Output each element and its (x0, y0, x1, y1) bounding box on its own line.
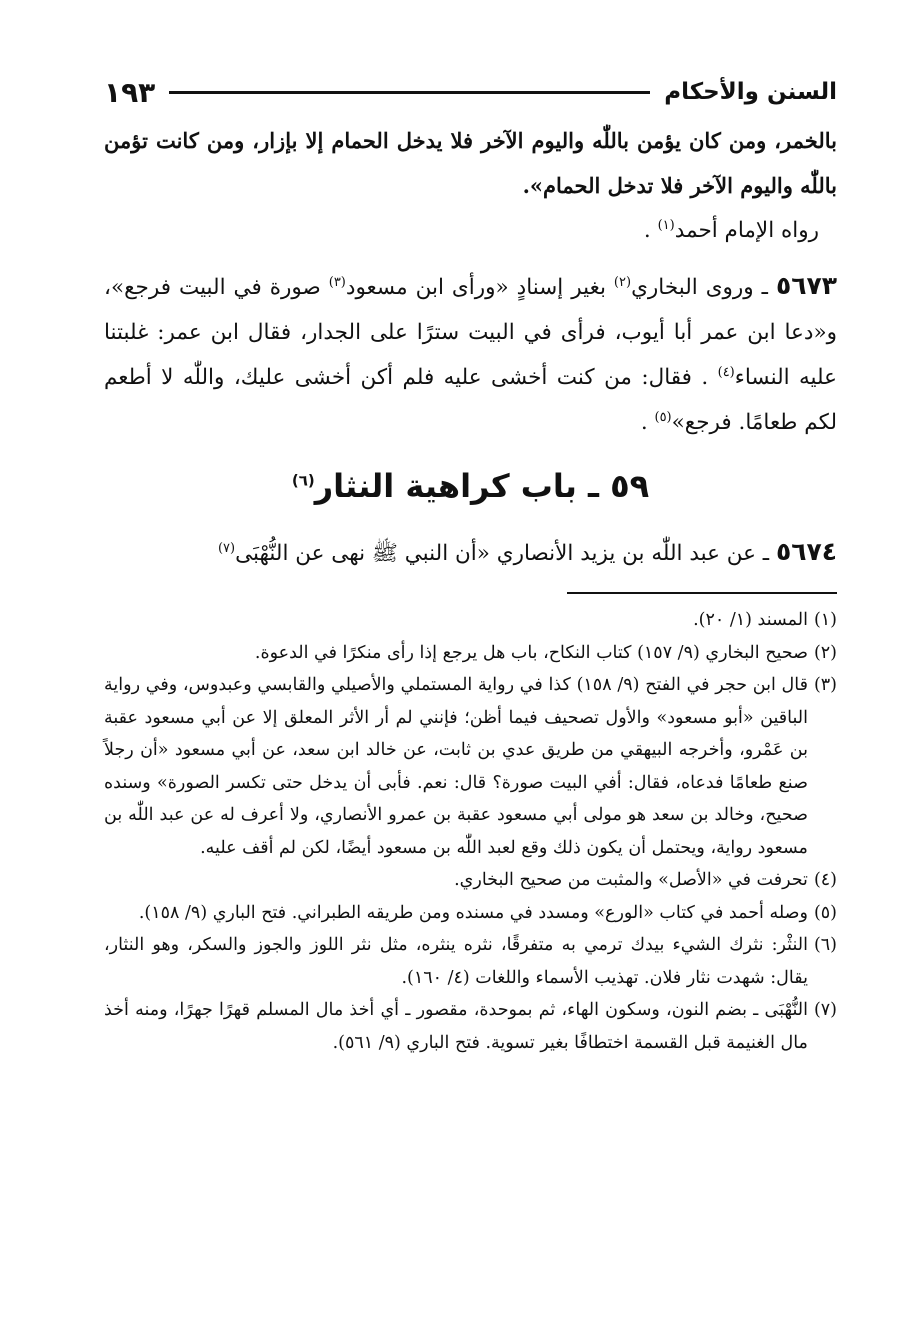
footnote (104, 637, 837, 670)
footnote-ref-1: (١) (657, 217, 675, 233)
footnote-ref-2: (٢) (613, 274, 632, 290)
footnote-text: النثْر: نثرك الشيء بيدك ترمي به متفرقًا، نثره ينثره، مثل نثر اللوز والجوز والسكر، وهو النثار، يقال: شهدت نثار فلان. تهذيب الأسماء واللغات (٤/ ١٦٠). (104, 935, 808, 988)
footnote-text: النُّهْبَى ـ بضم النون، وسكون الهاء، ثم بموحدة، مقصور ـ أي أخذ مال المسلم قهرًا جهرًا، ومنه أخذ مال الغنيمة قبل القسمة اختطافًا بغير تسوية. فتح الباري (٩/ ٥٦١). (104, 1000, 808, 1053)
hadith-5674 (104, 529, 837, 576)
narration-end: . (643, 218, 658, 243)
footnote-text: تحرفت في «الأصل» والمثبت من صحيح البخاري. (454, 870, 808, 890)
footnote-number: (٦) (813, 935, 837, 955)
footnote-ref-3: (٣) (328, 274, 346, 290)
footnote-number: (٤) (813, 870, 837, 890)
spacer (104, 253, 837, 263)
running-title: السنن والأحكام (664, 79, 837, 105)
hadith-text: بغير إسنادٍ «ورأى ابن مسعود (345, 275, 614, 300)
hadith-text: ـ عن عبد اللّٰه بن يزيد الأنصاري «أن النبي ﷺ نهى عن النُّهْبَى (235, 541, 776, 566)
page-header (104, 72, 837, 112)
narration-text: رواه الإمام أحمد (674, 218, 819, 243)
footnote-number: (٢) (813, 642, 837, 663)
header-rule (169, 91, 650, 94)
footnote (104, 929, 837, 994)
main-text (104, 118, 837, 576)
footnote-text: المسند (١/ ٢٠). (693, 610, 808, 630)
footnote-text: وصله أحمد في كتاب «الورع» ومسدد في مسنده ومن طريقه الطبراني. فتح الباري (٩/ ١٥٨). (138, 902, 808, 923)
hadith-number: ٥٦٧٣ (775, 271, 837, 300)
hadith-text: ـ وروى البخاري (631, 275, 776, 300)
footnote (104, 994, 837, 1059)
footnote-ref-6: (٦) (291, 471, 315, 490)
footnote-ref-4: (٤) (717, 364, 735, 380)
footnote (104, 604, 837, 637)
chapter-title: ٥٩ ـ باب كراهية النثار (314, 467, 650, 505)
footnote-separator (567, 592, 837, 594)
footnote-ref-5: (٥) (654, 409, 672, 425)
hadith-number: ٥٦٧٤ (775, 537, 837, 566)
footnote (104, 669, 837, 864)
footnote-text: صحيح البخاري (٩/ ١٥٧) كتاب النكاح، باب هل يرجع إذا رأى منكرًا في الدعوة. (254, 642, 808, 663)
hadith-continuation: بالخمر، ومن كان يؤمن باللّٰه واليوم الآخر فلا يدخل الحمام إلا بإزار، ومن كانت تؤمن باللّٰه واليوم الآخر فلا تدخل الحمام». (104, 128, 837, 198)
footnote (104, 897, 837, 930)
footnote-number: (٧) (813, 1000, 837, 1020)
footnote-text: قال ابن حجر في الفتح (٩/ ١٥٨) كذا في رواية المستملي والأصيلي والقابسي وعبدوس، وفي رواية الباقين «أبو مسعود» والأول تصحيف فيما أظن؛ فإنني لم أر الأثر المعلق إلا عن أبي مسعود عقبة بن عَمْرو، وأخرجه البيهقي من طريق عدي بن ثابت، عن خالد ابن سعد، عن أبي مسعود «أن رجلاً صنع طعامًا فدعاه، فقال: أفي البيت صورة؟ قال: نعم. فأبى أن يدخل حتى تكسر الصورة» وسنده صحيح، وخالد بن سعد هو مولى أبي مسعود عقبة بن عمرو الأنصاري، ولا أعرف له عن عبد اللّٰه بن مسعود رواية، ويحتمل أن يكون ذلك وقع لعبد اللّٰه بن مسعود أيضًا، لكن لم أقف عليه. (104, 675, 808, 858)
chapter-heading (104, 467, 837, 505)
footnote-ref-7: (٧) (217, 540, 236, 556)
hadith-5673 (104, 263, 837, 445)
hadith-text: . (640, 410, 655, 435)
hadith-text: صورة في البيت فرجع»، و«دعا ابن عمر أبا أيوب، فرأى في البيت سترًا على الجدار، فقال ابن عمر: غلبتنا عليه النساء (104, 275, 837, 390)
footnote (104, 864, 837, 897)
footnote-number: (٣) (813, 675, 837, 695)
footnote-number: (٥) (813, 902, 837, 923)
hadith-text: . فقال: من كنت أخشى عليه فلم أكن أخشى عليك، واللّٰه لا أطعم لكم طعامًا. فرجع» (104, 365, 837, 435)
footnote-number: (١) (813, 610, 837, 630)
page-number: ١٩٣ (104, 75, 156, 109)
narration-note (104, 208, 837, 253)
footnotes (104, 604, 837, 1059)
